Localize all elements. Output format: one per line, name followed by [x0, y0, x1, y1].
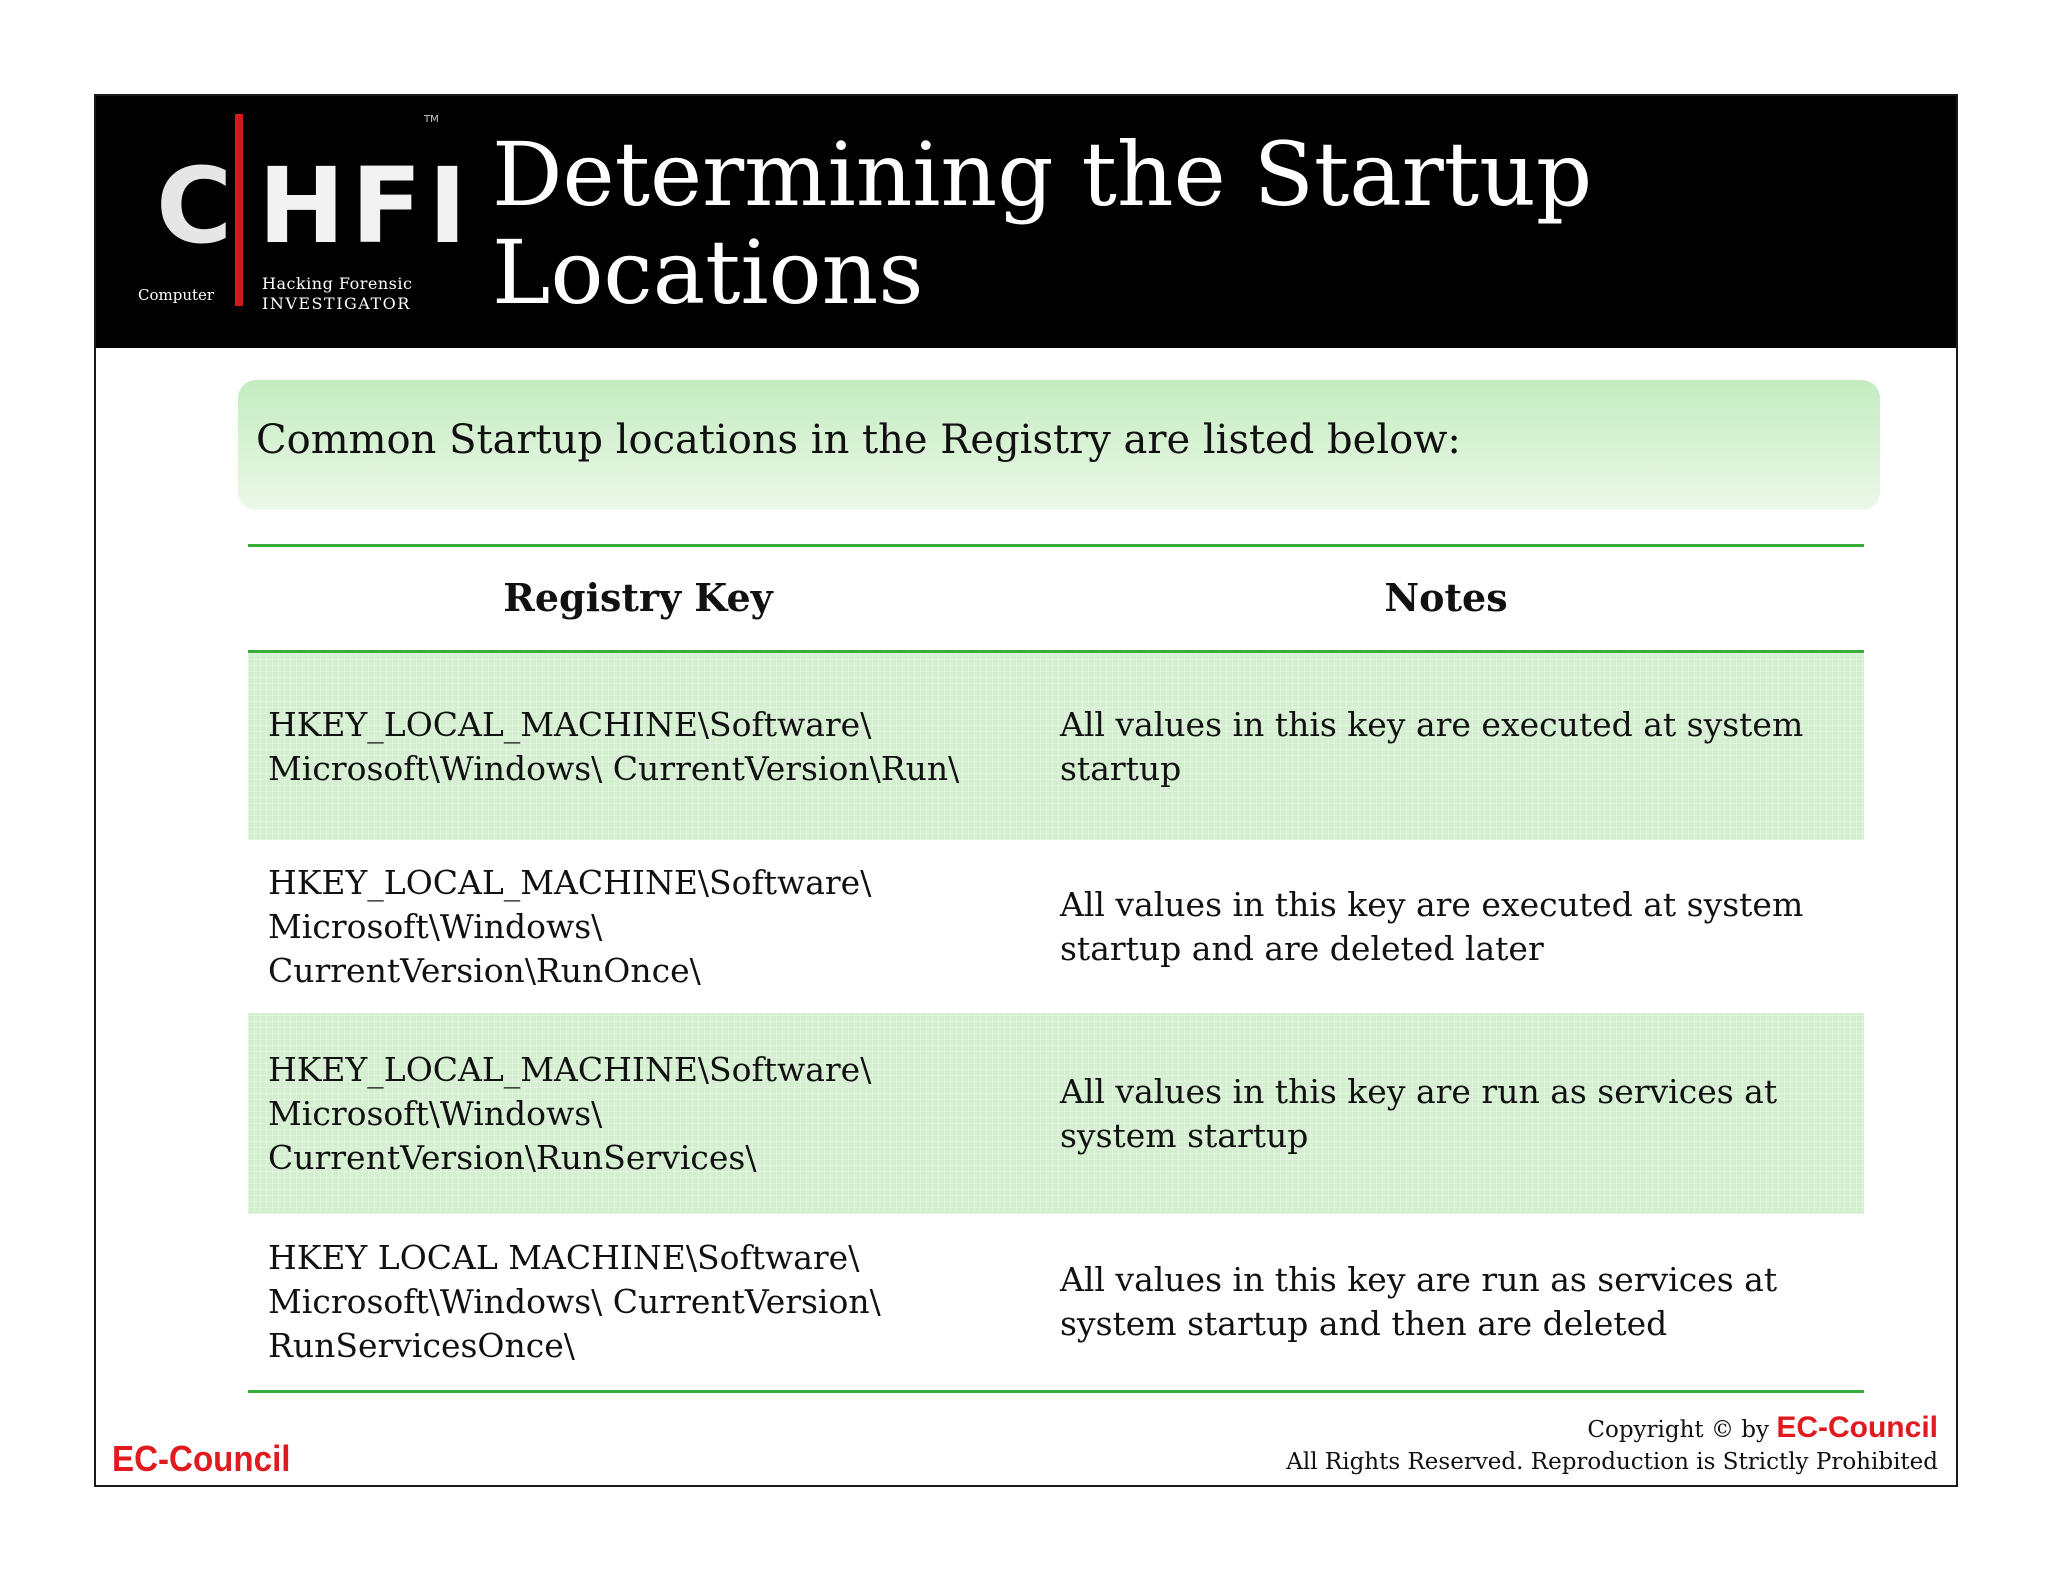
table-row: [248, 653, 1864, 840]
notes-cell: All values in this key are run as services at system startup: [1060, 1071, 1778, 1155]
registry-key-cell: HKEY_LOCAL_MACHINE\Software\ Microsoft\Windows\ CurrentVersion\RunServices\: [268, 1049, 872, 1177]
copyright-line: [1286, 1412, 1938, 1446]
copyright-brand: EC-Council: [1776, 1411, 1938, 1444]
intro-text: Common Startup locations in the Registry are listed below:: [256, 417, 1461, 463]
logo-hfi-letters: HFI: [258, 145, 473, 267]
column-header-notes: Notes: [1384, 574, 1508, 620]
slide-header: [96, 96, 1956, 348]
column-header-registry-key: Registry Key: [503, 574, 773, 620]
copyright-notice: [1286, 1412, 1938, 1478]
intro-box: [238, 380, 1880, 510]
table-bottom-rule: [248, 1390, 1864, 1393]
logo-hacking-forensic-text: Hacking Forensic: [262, 274, 413, 293]
notes-cell: All values in this key are executed at system startup and are deleted later: [1060, 884, 1804, 968]
page-title: Determining the Startup Locations: [492, 123, 1593, 324]
table-row: [248, 840, 1864, 1013]
notes-cell: All values in this key are run as services at system startup and then are deleted: [1060, 1260, 1778, 1343]
slide: [94, 94, 1958, 1487]
registry-key-cell: HKEY LOCAL MACHINE\Software\ Microsoft\Windows\ CurrentVersion\ RunServicesOnce\: [268, 1238, 881, 1365]
table-row: [248, 1013, 1864, 1214]
registry-key-cell: HKEY_LOCAL_MACHINE\Software\ Microsoft\Windows\ CurrentVersion\RunOnce\: [268, 862, 872, 990]
registry-key-cell: HKEY_LOCAL_MACHINE\Software\ Microsoft\Windows\ CurrentVersion\Run\: [268, 704, 960, 788]
copyright-prefix: Copyright © by: [1587, 1417, 1777, 1443]
rights-reserved-text: All Rights Reserved. Reproduction is Strictly Prohibited: [1286, 1449, 1938, 1475]
chfi-logo: [136, 114, 473, 328]
notes-cell: All values in this key are executed at system startup: [1060, 704, 1804, 788]
logo-computer-text: Computer: [138, 286, 215, 304]
table-row: [248, 1214, 1864, 1390]
logo-investigator-text: INVESTIGATOR: [262, 294, 411, 313]
ec-council-logo: EC-Council: [112, 1438, 291, 1479]
logo-trademark: TM: [424, 114, 439, 125]
logo-red-bar: [235, 114, 243, 306]
logo-c-letter: C: [156, 145, 233, 267]
